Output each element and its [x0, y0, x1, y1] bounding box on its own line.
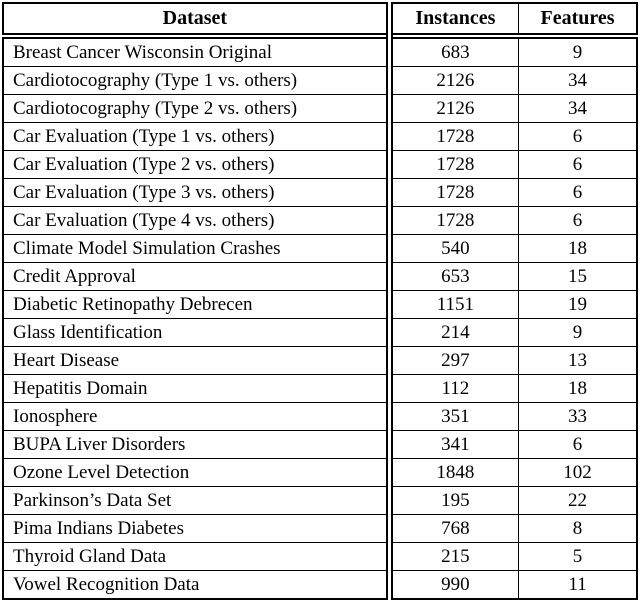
dataset-name-cell: Credit Approval [3, 263, 389, 291]
dataset-name-cell: Ionosphere [3, 403, 389, 431]
instances-cell: 2126 [389, 95, 518, 123]
instances-cell: 297 [389, 347, 518, 375]
table-row [3, 571, 637, 600]
table-row [3, 319, 637, 347]
table-row [3, 179, 637, 207]
table-row [3, 291, 637, 319]
features-cell: 9 [519, 319, 637, 347]
table-row [3, 123, 637, 151]
dataset-name-cell: Breast Cancer Wisconsin Original [3, 36, 389, 67]
instances-cell: 351 [389, 403, 518, 431]
features-cell: 6 [519, 431, 637, 459]
features-cell: 6 [519, 179, 637, 207]
dataset-name-cell: Car Evaluation (Type 4 vs. others) [3, 207, 389, 235]
table-row [3, 431, 637, 459]
features-cell: 34 [519, 95, 637, 123]
dataset-name-cell: Vowel Recognition Data [3, 571, 389, 600]
table-row [3, 151, 637, 179]
table-row [3, 487, 637, 515]
table-row [3, 403, 637, 431]
features-cell: 18 [519, 375, 637, 403]
features-cell: 13 [519, 347, 637, 375]
table-row [3, 515, 637, 543]
instances-cell: 341 [389, 431, 518, 459]
dataset-name-cell: Cardiotocography (Type 2 vs. others) [3, 95, 389, 123]
features-cell: 34 [519, 67, 637, 95]
dataset-name-cell: Cardiotocography (Type 1 vs. others) [3, 67, 389, 95]
features-cell: 6 [519, 151, 637, 179]
dataset-name-cell: Car Evaluation (Type 2 vs. others) [3, 151, 389, 179]
features-cell: 15 [519, 263, 637, 291]
dataset-name-cell: Climate Model Simulation Crashes [3, 235, 389, 263]
dataset-name-cell: Parkinson’s Data Set [3, 487, 389, 515]
instances-cell: 653 [389, 263, 518, 291]
features-cell: 33 [519, 403, 637, 431]
header-row [3, 3, 637, 36]
instances-cell: 683 [389, 36, 518, 67]
features-cell: 102 [519, 459, 637, 487]
table-row [3, 543, 637, 571]
features-cell: 9 [519, 36, 637, 67]
instances-cell: 1728 [389, 151, 518, 179]
column-header-instances: Instances [389, 3, 518, 36]
dataset-name-cell: Car Evaluation (Type 3 vs. others) [3, 179, 389, 207]
features-cell: 11 [519, 571, 637, 600]
instances-cell: 214 [389, 319, 518, 347]
table-row [3, 67, 637, 95]
features-cell: 6 [519, 207, 637, 235]
features-cell: 22 [519, 487, 637, 515]
features-cell: 19 [519, 291, 637, 319]
dataset-name-cell: BUPA Liver Disorders [3, 431, 389, 459]
table-row [3, 95, 637, 123]
dataset-name-cell: Heart Disease [3, 347, 389, 375]
instances-cell: 540 [389, 235, 518, 263]
table-row [3, 36, 637, 67]
table-row [3, 375, 637, 403]
column-header-dataset: Dataset [3, 3, 389, 36]
paper-table-figure [0, 2, 640, 595]
dataset-name-cell: Pima Indians Diabetes [3, 515, 389, 543]
datasets-table [2, 2, 638, 600]
table-row [3, 347, 637, 375]
instances-cell: 215 [389, 543, 518, 571]
features-cell: 8 [519, 515, 637, 543]
instances-cell: 1728 [389, 179, 518, 207]
table-row [3, 235, 637, 263]
dataset-name-cell: Diabetic Retinopathy Debrecen [3, 291, 389, 319]
instances-cell: 1151 [389, 291, 518, 319]
instances-cell: 1728 [389, 123, 518, 151]
dataset-name-cell: Ozone Level Detection [3, 459, 389, 487]
instances-cell: 1848 [389, 459, 518, 487]
table-row [3, 207, 637, 235]
features-cell: 6 [519, 123, 637, 151]
table-body [3, 36, 637, 599]
instances-cell: 1728 [389, 207, 518, 235]
instances-cell: 195 [389, 487, 518, 515]
dataset-name-cell: Hepatitis Domain [3, 375, 389, 403]
instances-cell: 990 [389, 571, 518, 600]
dataset-name-cell: Glass Identification [3, 319, 389, 347]
table-row [3, 459, 637, 487]
instances-cell: 112 [389, 375, 518, 403]
features-cell: 18 [519, 235, 637, 263]
instances-cell: 768 [389, 515, 518, 543]
dataset-name-cell: Car Evaluation (Type 1 vs. others) [3, 123, 389, 151]
instances-cell: 2126 [389, 67, 518, 95]
dataset-name-cell: Thyroid Gland Data [3, 543, 389, 571]
column-header-features: Features [519, 3, 637, 36]
features-cell: 5 [519, 543, 637, 571]
table-row [3, 263, 637, 291]
